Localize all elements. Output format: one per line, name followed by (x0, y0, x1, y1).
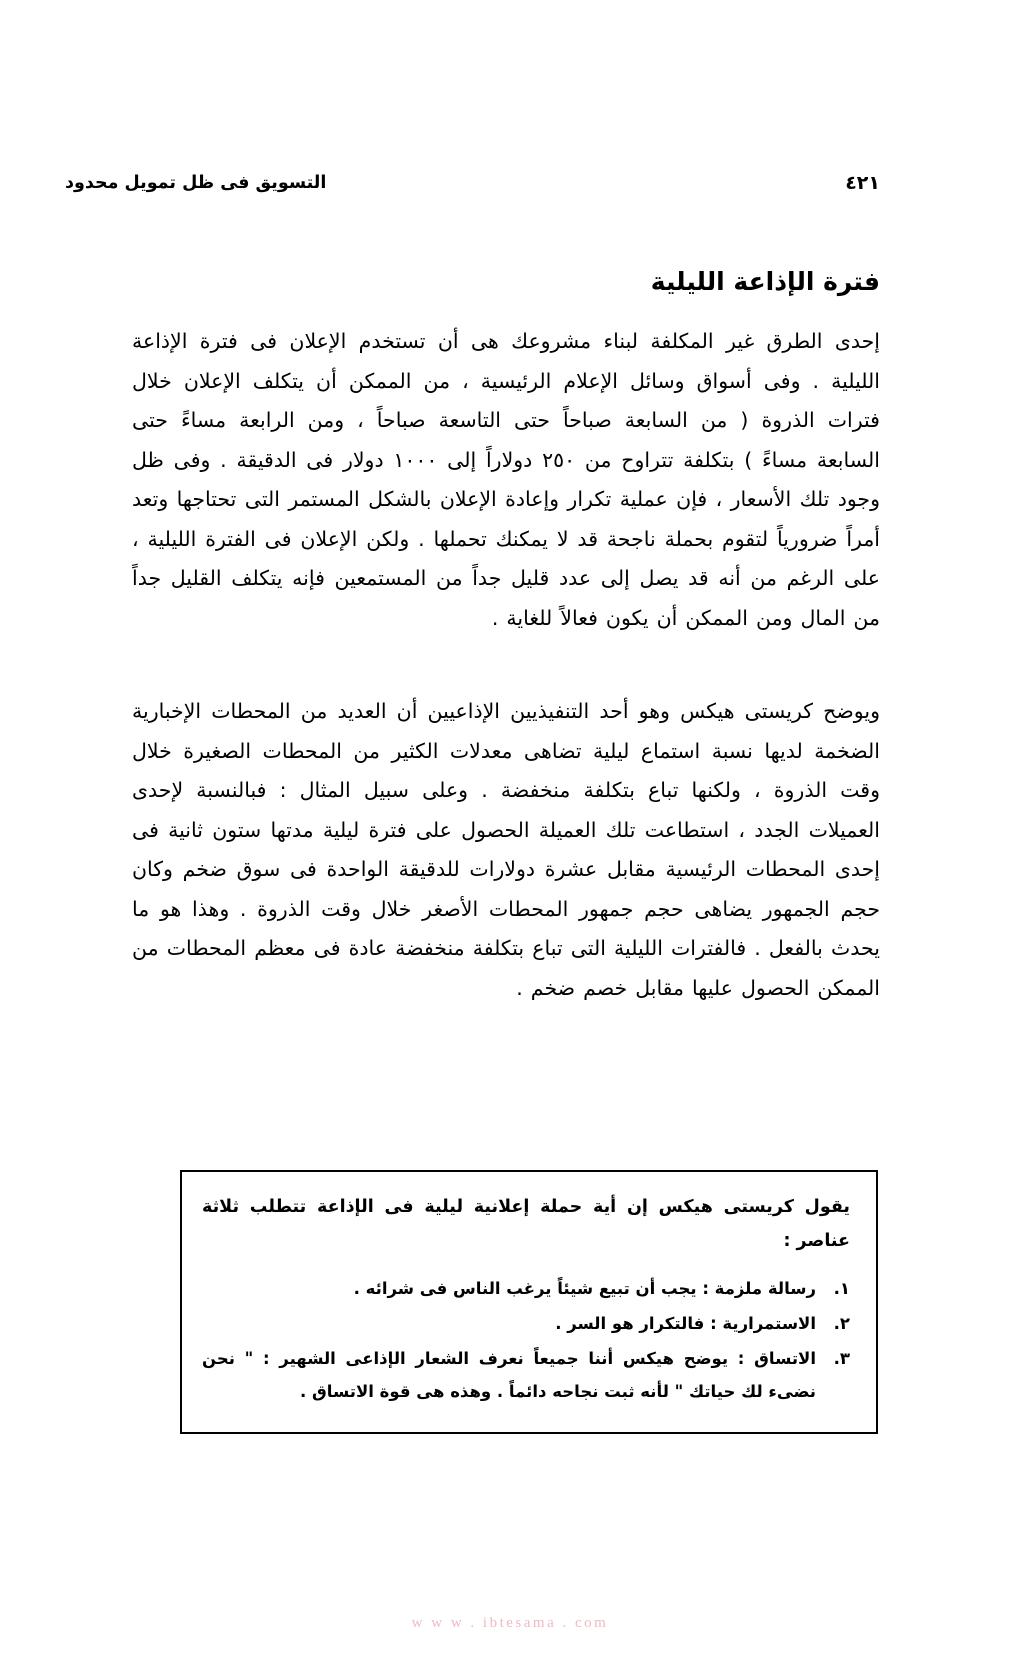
list-item-number: ٢. (833, 1314, 850, 1333)
list-item (202, 1342, 850, 1408)
list-item-text: رسالة ملزمة : يجب أن تبيع شيئاً يرغب الناس فى شرائه . (353, 1279, 816, 1298)
list-item-number: ٣. (833, 1349, 850, 1368)
body-paragraph: ويوضح كريستى هيكس وهو أحد التنفيذيين الإذاعيين أن العديد من المحطات الإخبارية الضخمة لديها نسبة استماع ليلية تضاهى معدلات الكثير من المحطات الصغيرة خلال وقت الذروة ، ولكنها تباع بتكلفة منخفضة . وعلى سبيل المثال : فبالنسبة لإحدى العميلات الجدد ، استطاعت تلك العميلة الحصول على فترة ليلية مدتها ستون ثانية فى إحدى المحطات الرئيسية مقابل عشرة دولارات للدقيقة الواحدة فى سوق ضخم وكان حجم الجمهور يضاهى حجم جمهور المحطات الأصغر خلال وقت الذروة . وهذا هو ما يحدث بالفعل . فالفترات الليلية التى تباع بتكلفة منخفضة عادة فى معظم المحطات من الممكن الحصول عليها مقابل خصم ضخم . (132, 699, 880, 1000)
footer-watermark: w w w . ibtesama . com (411, 1615, 609, 1631)
section-heading: فترة الإذاعة الليلية (650, 266, 880, 296)
page-number: ٤٢١ (845, 172, 880, 194)
body-paragraph: إحدى الطرق غير المكلفة لبناء مشروعك هى أن تستخدم الإعلان فى فترة الإذاعة الليلية . وفى أسواق وسائل الإعلام الرئيسية ، من الممكن أن يتكلف الإعلان خلال فترات الذروة ( من السابعة صباحاً حتى التاسعة صباحاً ، ومن الرابعة مساءً حتى السابعة مساءً ) بتكلفة تتراوح من ٢٥٠ دولاراً إلى ١٠٠٠ دولار فى الدقيقة . وفى ظل وجود تلك الأسعار ، فإن عملية تكرار وإعادة الإعلان بالشكل المستمر التى تحتاجها وتعد أمراً ضرورياً لتقوم بحملة ناجحة قد لا يمكنك تحملها . ولكن الإعلان فى الفترة الليلية ، على الرغم من أنه قد يصل إلى عدد قليل جداً من المستمعين فإنه يتكلف القليل جداً من المال ومن الممكن أن يكون فعالاً للغاية . (132, 329, 880, 630)
callout-box (180, 1170, 878, 1434)
paragraph-block-1 (132, 322, 880, 638)
list-item-text: الاتساق : يوضح هيكس أننا جميعاً نعرف الشعار الإذاعى الشهير : " نحن نضىء لك حياتك " لأنه ثبت نجاحه دائماً . وهذه هى قوة الاتساق . (202, 1349, 816, 1401)
list-item (202, 1307, 850, 1340)
running-head-title: التسويق فى ظل تمويل محدود (65, 173, 327, 193)
list-item-number: ١. (833, 1279, 850, 1298)
list-item (202, 1272, 850, 1305)
list-item-text: الاستمرارية : فالتكرار هو السر . (555, 1314, 816, 1333)
callout-list (202, 1272, 850, 1408)
paragraph-block-2 (132, 692, 880, 1008)
callout-lead-text: يقول كريستى هيكس إن أية حملة إعلانية ليلية فى الإذاعة تتطلب ثلاثة عناصر : (202, 1197, 850, 1251)
running-head (65, 168, 880, 198)
